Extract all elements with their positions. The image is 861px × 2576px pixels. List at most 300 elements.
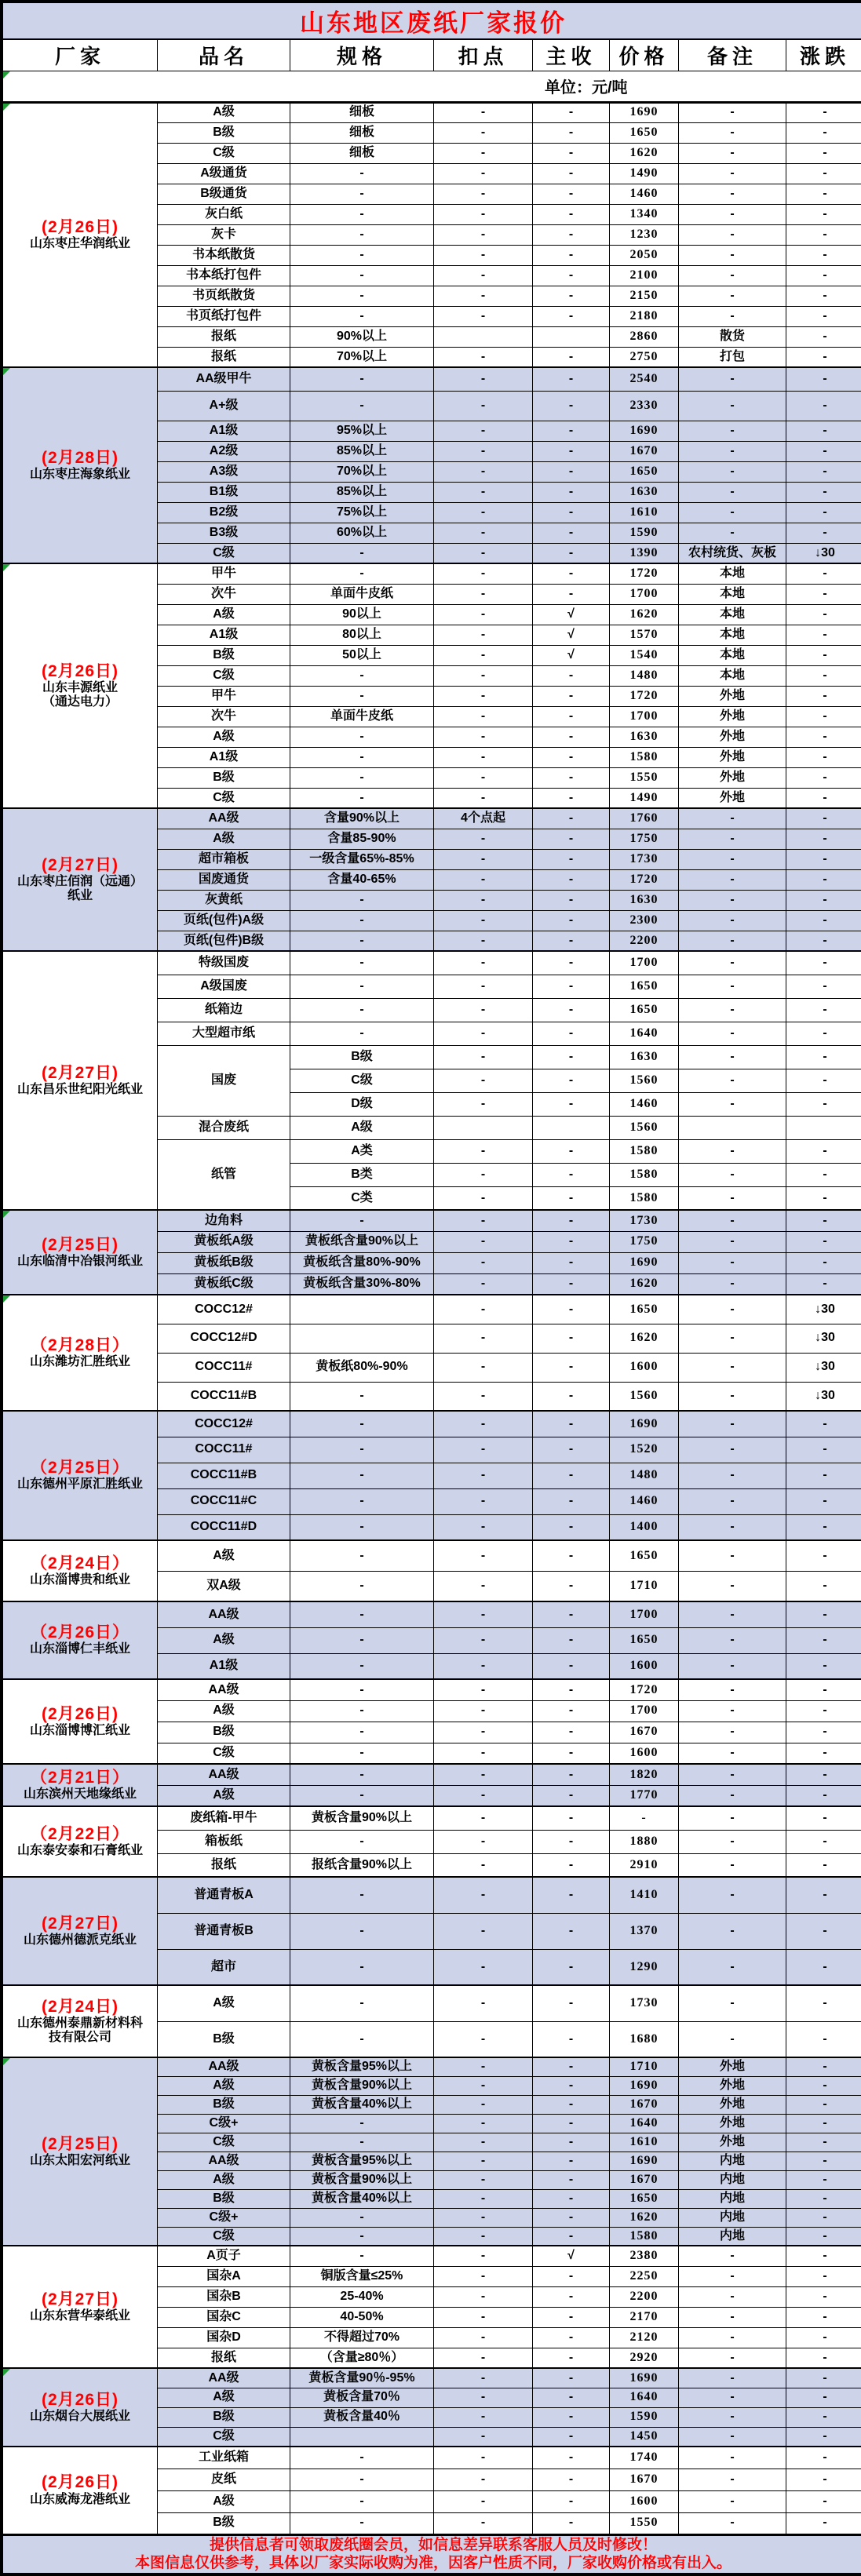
main-collect-cell: - — [533, 102, 610, 122]
deduction-cell — [434, 326, 533, 347]
spec-cell: - — [290, 2208, 434, 2227]
spec-cell: （含量≥80％） — [290, 2348, 434, 2368]
spec-cell: 50以上 — [290, 645, 434, 665]
deduction-cell: - — [434, 2388, 533, 2407]
change-cell: - — [786, 1785, 861, 1806]
factory-name: 山东潍坊汇胜纸业 — [5, 1355, 155, 1369]
column-header-row — [3, 39, 861, 71]
factory-name: 山东滨州天地缘纸业 — [5, 1787, 155, 1802]
note-cell: - — [679, 1092, 786, 1116]
deduction-cell: - — [434, 367, 533, 391]
product-cell: AA级 — [158, 1601, 290, 1627]
report-date: (2月26日) — [5, 662, 155, 681]
price-table — [2, 2, 861, 2574]
table-row — [3, 1210, 861, 1231]
note-cell: 内地 — [679, 2152, 786, 2170]
note-cell: - — [679, 1139, 786, 1163]
main-collect-cell: - — [533, 869, 610, 890]
main-collect-cell: - — [533, 461, 610, 482]
spec-cell: - — [290, 1437, 434, 1463]
price-cell: 1340 — [610, 204, 679, 224]
main-collect-cell: - — [533, 665, 610, 686]
note-cell: - — [679, 143, 786, 163]
deduction-cell: - — [434, 975, 533, 998]
change-cell: - — [786, 767, 861, 788]
main-collect-cell: - — [533, 245, 610, 265]
deduction-cell: - — [434, 706, 533, 727]
note-cell: 农村统货、灰板 — [679, 543, 786, 563]
change-cell: - — [786, 604, 861, 625]
deduction-cell: - — [434, 890, 533, 910]
factory-section-2 — [3, 367, 861, 563]
spec-cell: 不得超过70% — [290, 2327, 434, 2348]
change-cell: - — [786, 1830, 861, 1853]
change-cell: - — [786, 326, 861, 347]
spec-cell: - — [290, 2469, 434, 2490]
factory-section-9 — [3, 1540, 861, 1601]
spec-cell — [290, 2427, 434, 2447]
spec-cell: 细板 — [290, 143, 434, 163]
main-collect-cell: - — [533, 421, 610, 441]
product-cell: 双A级 — [158, 1571, 290, 1601]
product-cell: A1级 — [158, 1653, 290, 1679]
comment-marker — [3, 368, 10, 375]
note-cell: - — [679, 245, 786, 265]
report-date: (2月25日) — [5, 1236, 155, 1255]
price-cell: 1710 — [610, 2057, 679, 2076]
factory-name: 山东昌乐世纪阳光纸业 — [5, 1083, 155, 1097]
spec-cell: - — [290, 1514, 434, 1540]
note-cell: - — [679, 461, 786, 482]
product-cell: C级 — [158, 143, 290, 163]
deduction-cell: - — [434, 347, 533, 367]
main-collect-cell: - — [533, 2227, 610, 2246]
main-collect-cell: - — [533, 808, 610, 829]
price-cell: 1700 — [610, 1601, 679, 1627]
factory-cell — [3, 1985, 158, 2057]
price-cell: 1370 — [610, 1913, 679, 1949]
main-collect-cell: - — [533, 2152, 610, 2170]
deduction-cell: - — [434, 1514, 533, 1540]
spec-cell: - — [290, 975, 434, 998]
change-cell: - — [786, 2469, 861, 2490]
product-cell: B级 — [158, 122, 290, 143]
spec-cell: - — [290, 2227, 434, 2246]
deduction-cell: - — [434, 1653, 533, 1679]
change-cell: - — [786, 2512, 861, 2534]
column-header-change: 涨跌 — [786, 39, 861, 71]
column-header-product: 品名 — [158, 39, 290, 71]
main-collect-cell: - — [533, 686, 610, 706]
change-cell: - — [786, 563, 861, 584]
deduction-cell: - — [434, 686, 533, 706]
spec-cell: A类 — [290, 1139, 434, 1163]
change-cell: - — [786, 1514, 861, 1540]
change-cell: - — [786, 245, 861, 265]
spec-cell: 黄板含量40%以上 — [290, 2189, 434, 2208]
main-collect-cell: - — [533, 2095, 610, 2114]
spec-cell: - — [290, 184, 434, 204]
price-cell: 1740 — [610, 2447, 679, 2469]
price-cell: 1620 — [610, 604, 679, 625]
change-cell: - — [786, 1679, 861, 1700]
note-cell: - — [679, 1913, 786, 1949]
main-collect-cell: - — [533, 2368, 610, 2388]
unit-row — [3, 71, 861, 102]
change-cell: ↓30 — [786, 1295, 861, 1324]
factory-name: 山东枣庄佰润（远通） — [5, 875, 155, 889]
factory-name: 山东丰源纸业 — [5, 681, 155, 695]
spec-cell: 黄板纸含量80%-90% — [290, 1252, 434, 1273]
price-cell: 1670 — [610, 2469, 679, 2490]
deduction-cell: - — [434, 461, 533, 482]
factory-cell — [3, 2447, 158, 2534]
main-collect-cell: - — [533, 2469, 610, 2490]
product-cell: 普通青板B — [158, 1913, 290, 1949]
factory-name: 山东太阳宏河纸业 — [5, 2154, 155, 2168]
product-cell: A级 — [158, 2388, 290, 2407]
main-collect-cell: - — [533, 1949, 610, 1985]
main-collect-cell: - — [533, 1324, 610, 1353]
price-cell: 1460 — [610, 184, 679, 204]
spec-cell: 含量40-65% — [290, 869, 434, 890]
report-date: (2月26日) — [5, 218, 155, 237]
spec-cell: 90以上 — [290, 604, 434, 625]
factory-cell — [3, 808, 158, 951]
note-cell: 外地 — [679, 2133, 786, 2152]
change-cell: - — [786, 975, 861, 998]
deduction-cell: - — [434, 2327, 533, 2348]
main-collect-cell: - — [533, 1571, 610, 1601]
note-cell: - — [679, 998, 786, 1022]
factory-name: 山东淄博仁丰纸业 — [5, 1642, 155, 1656]
change-cell: - — [786, 286, 861, 306]
product-cell: COCC12# — [158, 1295, 290, 1324]
deduction-cell: - — [434, 1069, 533, 1092]
deduction-cell: - — [434, 1139, 533, 1163]
note-cell: - — [679, 869, 786, 890]
comment-marker — [3, 71, 10, 78]
note-cell: - — [679, 523, 786, 543]
price-cell: 1540 — [610, 645, 679, 665]
product-cell: A级 — [158, 727, 290, 747]
spec-cell: D级 — [290, 1092, 434, 1116]
deduction-cell: - — [434, 2021, 533, 2057]
column-header-price: 价格 — [610, 39, 679, 71]
spec-cell: 70%以上 — [290, 347, 434, 367]
price-cell: 1650 — [610, 2189, 679, 2208]
change-cell: - — [786, 2152, 861, 2170]
main-collect-cell: - — [533, 2307, 610, 2327]
product-cell: A级 — [158, 2170, 290, 2189]
spec-cell — [290, 1295, 434, 1324]
factory-section-1 — [3, 102, 861, 367]
deduction-cell: - — [434, 2469, 533, 2490]
main-collect-cell: - — [533, 2286, 610, 2307]
product-cell: 国废 — [158, 1045, 290, 1116]
note-cell: - — [679, 367, 786, 391]
factory-cell — [3, 1295, 158, 1411]
main-collect-cell: - — [533, 829, 610, 849]
deduction-cell: - — [434, 1382, 533, 1411]
change-cell: - — [786, 1231, 861, 1252]
main-collect-cell: - — [533, 998, 610, 1022]
factory-cell — [3, 1540, 158, 1601]
product-cell: B级 — [158, 2512, 290, 2534]
table-row — [3, 1806, 861, 1830]
comment-marker — [3, 564, 10, 571]
price-cell: 2300 — [610, 910, 679, 931]
main-collect-cell: - — [533, 2189, 610, 2208]
spec-cell: - — [290, 286, 434, 306]
price-cell: 1650 — [610, 461, 679, 482]
spec-cell: - — [290, 1411, 434, 1437]
price-cell: 1580 — [610, 1186, 679, 1210]
product-cell: 边角料 — [158, 1210, 290, 1231]
price-cell: 1630 — [610, 482, 679, 502]
change-cell: - — [786, 265, 861, 286]
spec-cell: - — [290, 543, 434, 563]
deduction-cell: - — [434, 163, 533, 184]
change-cell: - — [786, 998, 861, 1022]
price-cell: 1590 — [610, 2407, 679, 2427]
price-cell: 1720 — [610, 1679, 679, 1700]
report-date: (2月27日) — [5, 2290, 155, 2309]
unit-label: 单位：元/吨 — [545, 79, 628, 97]
main-collect-cell: - — [533, 1743, 610, 1764]
factory-name: 山东威海龙港纸业 — [5, 2493, 155, 2507]
main-collect-cell: - — [533, 441, 610, 461]
note-cell: 外地 — [679, 747, 786, 767]
change-cell: - — [786, 502, 861, 523]
price-cell: 1720 — [610, 563, 679, 584]
change-cell: - — [786, 951, 861, 975]
table-row — [3, 951, 861, 975]
report-date: （2月21日） — [5, 1769, 155, 1787]
factory-cell — [3, 1877, 158, 1985]
product-cell: 报纸 — [158, 347, 290, 367]
deduction-cell: - — [434, 2114, 533, 2133]
change-cell: - — [786, 1069, 861, 1092]
product-cell: A级国废 — [158, 975, 290, 998]
deduction-cell: - — [434, 951, 533, 975]
report-date: （2月22日） — [5, 1825, 155, 1844]
main-collect-cell: √ — [533, 645, 610, 665]
price-cell: 1600 — [610, 2490, 679, 2512]
main-collect-cell: - — [533, 523, 610, 543]
price-cell: 1730 — [610, 1210, 679, 1231]
change-cell: - — [786, 1045, 861, 1069]
deduction-cell: - — [434, 1764, 533, 1785]
price-cell: 1640 — [610, 2114, 679, 2133]
change-cell: - — [786, 2286, 861, 2307]
table-row — [3, 1601, 861, 1627]
change-cell: - — [786, 1913, 861, 1949]
product-cell: 国杂D — [158, 2327, 290, 2348]
product-cell: 书页纸打包件 — [158, 306, 290, 326]
price-cell: 1390 — [610, 543, 679, 563]
deduction-cell: - — [434, 2152, 533, 2170]
price-cell: 1570 — [610, 625, 679, 645]
product-cell: 大型超市纸 — [158, 1022, 290, 1045]
factory-name: 山东枣庄海象纸业 — [5, 468, 155, 482]
product-cell: AA级 — [158, 2057, 290, 2076]
main-collect-cell: - — [533, 1514, 610, 1540]
price-cell: 2330 — [610, 391, 679, 421]
factory-cell — [3, 2368, 158, 2447]
note-cell: - — [679, 2327, 786, 2348]
main-collect-cell: - — [533, 2266, 610, 2286]
change-cell: - — [786, 1700, 861, 1722]
note-cell: - — [679, 890, 786, 910]
change-cell: - — [786, 441, 861, 461]
price-cell: 1680 — [610, 2021, 679, 2057]
price-cell: 1720 — [610, 686, 679, 706]
price-cell: 1720 — [610, 869, 679, 890]
deduction-cell: - — [434, 2368, 533, 2388]
product-cell: 书本纸散货 — [158, 245, 290, 265]
product-cell: 国杂B — [158, 2286, 290, 2307]
spec-cell: 85%以上 — [290, 482, 434, 502]
deduction-cell: - — [434, 788, 533, 808]
price-cell: 1690 — [610, 2076, 679, 2095]
spec-cell: - — [290, 951, 434, 975]
table-row — [3, 1679, 861, 1700]
price-cell: 2200 — [610, 2286, 679, 2307]
product-cell: A级 — [158, 1700, 290, 1722]
price-cell: 1630 — [610, 727, 679, 747]
spec-cell: 单面牛皮纸 — [290, 706, 434, 727]
price-cell: 1760 — [610, 808, 679, 829]
note-cell: - — [679, 502, 786, 523]
note-cell: 散货 — [679, 326, 786, 347]
product-cell: B2级 — [158, 502, 290, 523]
spec-cell: - — [290, 1830, 434, 1853]
note-cell: - — [679, 1411, 786, 1437]
spec-cell: - — [290, 767, 434, 788]
note-cell: - — [679, 2021, 786, 2057]
spec-cell: - — [290, 1571, 434, 1601]
price-cell: 2920 — [610, 2348, 679, 2368]
price-cell: 1730 — [610, 1985, 679, 2021]
main-collect-cell: - — [533, 2114, 610, 2133]
change-cell: - — [786, 2388, 861, 2407]
factory-cell — [3, 1210, 158, 1295]
spec-cell: 黄板纸80%-90% — [290, 1353, 434, 1382]
price-cell: 1620 — [610, 2208, 679, 2227]
price-cell: 1520 — [610, 1437, 679, 1463]
change-cell: - — [786, 1540, 861, 1571]
factory-cell — [3, 102, 158, 367]
product-cell: 灰卡 — [158, 224, 290, 245]
price-cell: 1630 — [610, 890, 679, 910]
table-row — [3, 367, 861, 391]
column-header-note: 备注 — [679, 39, 786, 71]
change-cell: - — [786, 1437, 861, 1463]
price-cell: 1710 — [610, 1571, 679, 1601]
price-cell: 1490 — [610, 788, 679, 808]
spec-cell: 黄板含量40%以上 — [290, 2095, 434, 2114]
deduction-cell: - — [434, 1252, 533, 1273]
note-cell: - — [679, 1743, 786, 1764]
change-cell: - — [786, 1853, 861, 1877]
spec-cell: - — [290, 2512, 434, 2534]
change-cell: - — [786, 2095, 861, 2114]
change-cell: - — [786, 788, 861, 808]
product-cell: 书页纸散货 — [158, 286, 290, 306]
spec-cell — [290, 1324, 434, 1353]
spec-cell: - — [290, 367, 434, 391]
note-cell: - — [679, 391, 786, 421]
change-cell: - — [786, 2368, 861, 2388]
change-cell: - — [786, 1252, 861, 1273]
note-cell: - — [679, 808, 786, 829]
price-cell: 1580 — [610, 2227, 679, 2246]
spec-cell: A级 — [290, 1116, 434, 1139]
spec-cell: 95%以上 — [290, 421, 434, 441]
note-cell: - — [679, 1540, 786, 1571]
spec-cell: 细板 — [290, 102, 434, 122]
factory-name: 山东德州德派克纸业 — [5, 1933, 155, 1947]
product-cell: AA级 — [158, 1764, 290, 1785]
change-cell: ↓30 — [786, 1324, 861, 1353]
note-cell: - — [679, 1877, 786, 1913]
change-cell: - — [786, 584, 861, 604]
product-cell: COCC11#B — [158, 1382, 290, 1411]
main-collect-cell: - — [533, 1382, 610, 1411]
product-cell: 黄板纸A级 — [158, 1231, 290, 1252]
note-cell: 本地 — [679, 563, 786, 584]
deduction-cell: - — [434, 1045, 533, 1069]
change-cell: - — [786, 849, 861, 869]
product-cell: COCC11#C — [158, 1488, 290, 1514]
note-cell: 外地 — [679, 686, 786, 706]
product-cell: A级通货 — [158, 163, 290, 184]
product-cell: A1级 — [158, 625, 290, 645]
factory-name: 山东东营华泰纸业 — [5, 2309, 155, 2323]
product-cell: 超市 — [158, 1949, 290, 1985]
deduction-cell: - — [434, 1463, 533, 1488]
note-cell: 外地 — [679, 767, 786, 788]
price-cell: 1690 — [610, 2368, 679, 2388]
product-cell: C级 — [158, 2427, 290, 2447]
note-cell: - — [679, 2246, 786, 2266]
deduction-cell: - — [434, 306, 533, 326]
spec-cell: 含量90%以上 — [290, 808, 434, 829]
note-cell: 本地 — [679, 625, 786, 645]
report-date: (2月26日) — [5, 2391, 155, 2410]
spec-cell: - — [290, 1488, 434, 1514]
spec-cell: C类 — [290, 1186, 434, 1210]
spec-cell: - — [290, 306, 434, 326]
footer-line-1: 提供信息者可领取废纸圈会员，如信息差异联系客服人员及时修改！ — [5, 2536, 861, 2555]
main-collect-cell: - — [533, 767, 610, 788]
deduction-cell: - — [434, 2307, 533, 2327]
deduction-cell — [434, 1116, 533, 1139]
deduction-cell: - — [434, 849, 533, 869]
spec-cell: - — [290, 1949, 434, 1985]
spec-cell: 黄板含量90%以上 — [290, 2076, 434, 2095]
main-collect-cell: - — [533, 1679, 610, 1700]
product-cell: B1级 — [158, 482, 290, 502]
main-collect-cell: - — [533, 2327, 610, 2348]
table-row — [3, 2368, 861, 2388]
change-cell: - — [786, 2427, 861, 2447]
note-cell: - — [679, 1231, 786, 1252]
deduction-cell: - — [434, 829, 533, 849]
factory-name: 山东德州平原汇胜纸业 — [5, 1477, 155, 1492]
price-cell: 2380 — [610, 2246, 679, 2266]
